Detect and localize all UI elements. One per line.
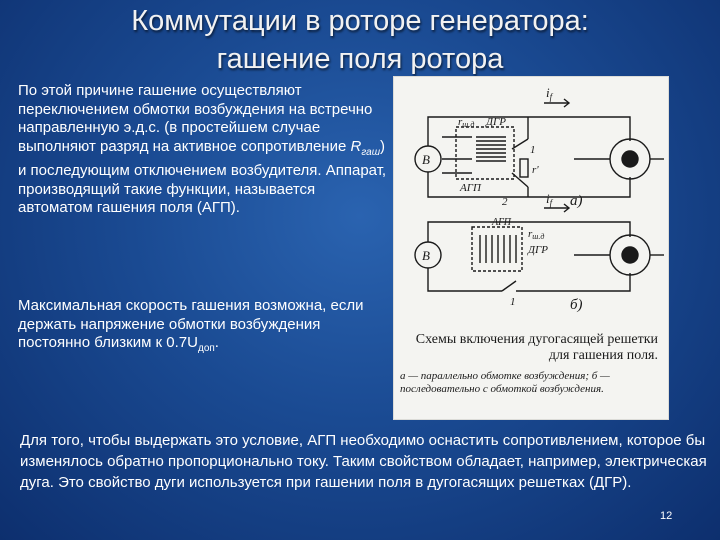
label-if-a: $i_f$: [546, 85, 553, 102]
rotor-inner-a: [622, 151, 638, 167]
resistor-r-prime: [520, 159, 528, 177]
label-if-b: $i_f$: [546, 191, 553, 208]
paragraph-agp-intro: [18, 82, 390, 218]
r-subscript: гаш: [361, 146, 380, 158]
paragraph-max-speed: [18, 297, 390, 359]
arc-grid-a: [476, 137, 506, 161]
label-agp-a: АГП: [460, 182, 481, 194]
circuit-figure: [393, 76, 669, 420]
switch-1-b: [502, 281, 516, 291]
title-line-2: гашение поля ротора: [216, 43, 504, 75]
caption-note: а — параллельно обмотке возбуждения; б — последовательно с обмоткой возбуждения.: [400, 370, 610, 395]
label-dgr-b: ДГР: [528, 244, 548, 256]
r-symbol: R: [350, 137, 362, 155]
label-1-a: 1: [530, 144, 536, 156]
label-B-a: В: [422, 152, 430, 167]
label-B-b: В: [422, 248, 430, 263]
label-dgr-a: ДГР: [486, 116, 506, 128]
label-b: б): [570, 297, 583, 313]
label-agp-b: АГП: [492, 217, 512, 228]
page-number: 12: [660, 510, 673, 522]
p2-text-b: .: [214, 334, 219, 351]
u-subscript: доп: [197, 343, 215, 354]
label-a: а): [570, 193, 583, 209]
paragraph-arc-property: Для того, чтобы выдержать это условие, АГП необходимо оснастить сопротивлением, которое бы изменялось обратно пропорционально току. Таким свойством обладает, например, электрическая дуга. Это свойство дуги используется при гашении поля в дугогасящих решетках (ДГР).: [20, 432, 707, 491]
p1-text-a: По этой причине гашение осуществляют переключением обмотки возбуждения на встречно направленную э.д.с. (в простейшем случае выполняют разряд на активное сопротивление: [18, 82, 373, 155]
caption-title: Схемы включения дугогасящей решетки для гашения поля.: [415, 332, 658, 363]
circuit-diagram: [394, 77, 668, 327]
figure-caption: [400, 332, 658, 396]
p2-text-a: Максимальная скорость гашения возможна, если держать напряжение обмотки возбуждения постоянно близким к 0.7U: [18, 297, 364, 351]
label-2-a: 2: [502, 196, 508, 208]
label-rsh-a: rш.д: [458, 116, 475, 129]
label-rsh-b: rш.д: [528, 228, 545, 241]
slide-title: [60, 2, 660, 78]
wire-a-bottom: [428, 172, 630, 197]
arc-grid-b: [480, 235, 516, 263]
label-rprime: r': [532, 164, 539, 176]
title-line-1: Коммутации в роторе генератора:: [131, 5, 589, 37]
p1-text-b: ) и последующим отключением возбудителя. Аппарат, производящий такие функции, называется автоматом гашения поля (АГП).: [18, 137, 387, 216]
label-1-b: 1: [510, 296, 516, 308]
rotor-inner-b: [622, 247, 638, 263]
